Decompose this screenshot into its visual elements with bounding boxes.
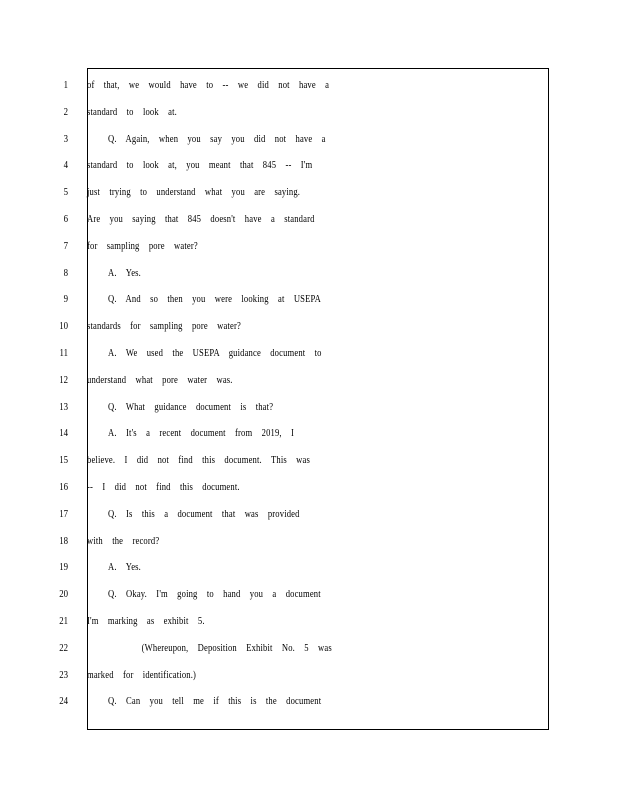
line-number: 21 xyxy=(59,614,68,627)
line-number: 12 xyxy=(59,373,68,386)
transcript-line: A. We used the USEPA guidance document to xyxy=(108,346,322,359)
transcript-line: believe. I did not find this document. This was xyxy=(87,454,310,467)
line-number: 11 xyxy=(59,346,68,359)
transcript-line: Q. What guidance document is that? xyxy=(108,400,274,413)
transcript-line: for sampling pore water? xyxy=(87,239,198,252)
line-number: 1 xyxy=(63,79,68,91)
line-number: 2 xyxy=(63,105,68,118)
line-number: 3 xyxy=(63,132,68,145)
line-number: 18 xyxy=(59,534,68,547)
line-number: 13 xyxy=(59,400,68,413)
transcript-line: understand what pore water was. xyxy=(87,373,233,386)
transcript-line: A. It's a recent document from 2019, I xyxy=(108,427,295,440)
line-number: 7 xyxy=(63,239,68,252)
line-number: 24 xyxy=(59,695,68,708)
transcript-line: I'm marking as exhibit 5. xyxy=(87,614,205,627)
transcript-line: A. Yes. xyxy=(108,266,141,279)
transcript-line: Q. Okay. I'm going to hand you a document xyxy=(108,588,321,601)
line-number: 20 xyxy=(59,588,68,601)
transcript-line: just trying to understand what you are saying. xyxy=(87,186,301,199)
line-number: 8 xyxy=(63,266,68,279)
transcript-line: Are you saying that 845 doesn't have a standard xyxy=(87,212,315,225)
line-number: 17 xyxy=(59,507,68,520)
line-number: 9 xyxy=(63,293,68,306)
transcript-line: standard to look at, you meant that 845 -- I'm xyxy=(87,159,313,172)
line-number: 19 xyxy=(59,561,68,574)
transcript-line: with the record? xyxy=(87,534,160,547)
line-number: 4 xyxy=(63,159,68,172)
line-number: 6 xyxy=(63,212,68,225)
line-number: 16 xyxy=(59,480,68,493)
line-number: 10 xyxy=(59,320,68,333)
transcript-text-column xyxy=(87,72,447,715)
line-number: 14 xyxy=(59,427,68,440)
line-number-column xyxy=(48,72,68,715)
line-number: 22 xyxy=(59,641,68,654)
transcript-line: Q. And so then you were looking at USEPA xyxy=(108,293,322,306)
line-number: 23 xyxy=(59,668,68,681)
transcript-line: Q. Is this a document that was provided xyxy=(108,507,300,520)
transcript-line: Q. Can you tell me if this is the document xyxy=(108,695,322,708)
line-number: 15 xyxy=(59,454,68,467)
transcript-line: (Whereupon, Deposition Exhibit No. 5 was xyxy=(141,641,332,654)
transcript-line: Q. Again, when you say you did not have a xyxy=(108,132,326,145)
transcript-line: of that, we would have to -- we did not have a xyxy=(87,79,330,91)
transcript-line: standards for sampling pore water? xyxy=(87,320,241,333)
transcript-line: standard to look at. xyxy=(87,105,177,118)
transcript-line: -- I did not find this document. xyxy=(87,480,240,493)
transcript-line: marked for identification.) xyxy=(87,668,197,681)
line-number: 5 xyxy=(63,186,68,199)
transcript-line: A. Yes. xyxy=(108,561,141,574)
